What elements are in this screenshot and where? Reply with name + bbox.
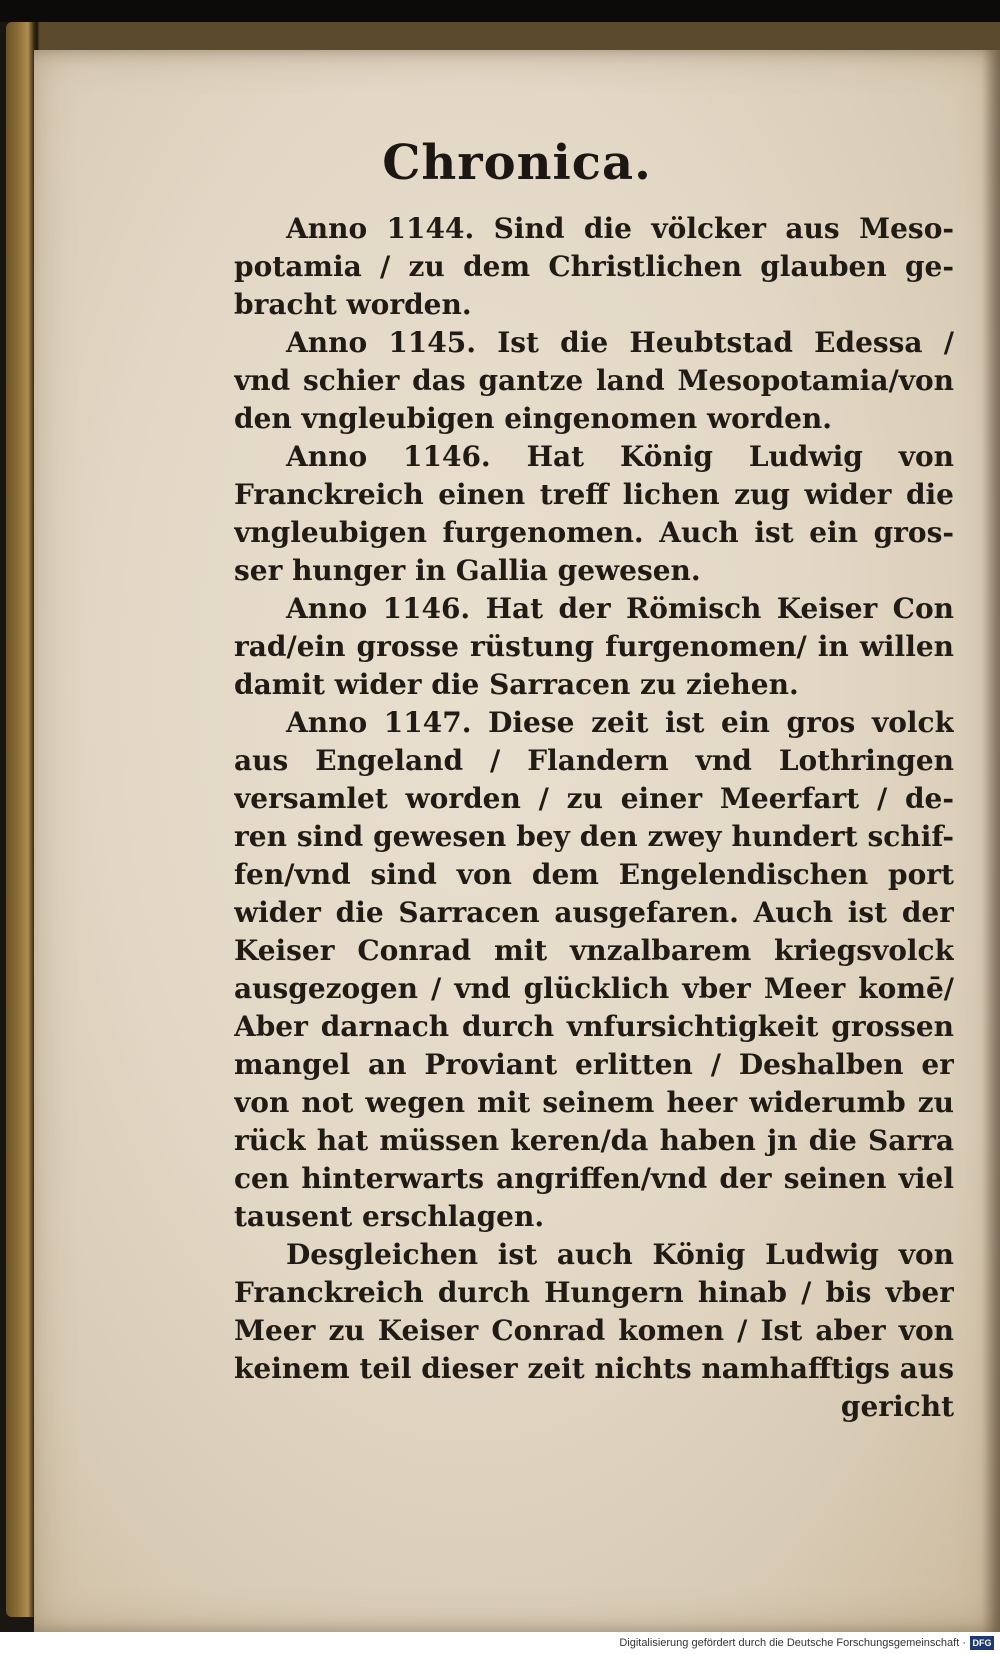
text-line: wider die Sarracen ausgefaren. Auch ist der: [234, 896, 954, 929]
text-line: gericht: [840, 1390, 954, 1423]
text-line: ausgezogen / vnd glücklich vber Meer komē/: [234, 972, 954, 1005]
text-line: Franckreich einen treff lichen zug wider die: [234, 478, 954, 511]
text-line: den vngleubigen eingenomen worden.: [234, 402, 833, 435]
book-page: [34, 50, 1000, 1632]
text-line: Desgleichen ist auch König Ludwig von: [286, 1238, 954, 1271]
text-line: vnd schier das gantze land Mesopotamia/von: [234, 364, 954, 397]
page-heading: Chronica.: [382, 135, 652, 191]
text-line: potamia / zu dem Christlichen glauben ge-: [234, 250, 954, 283]
text-line: aus Engeland / Flandern vnd Lothringen: [234, 744, 954, 777]
text-line: bracht worden.: [234, 288, 472, 321]
book-binding: [6, 22, 1000, 1617]
text-line: von not wegen mit seinem heer widerumb zu: [234, 1086, 954, 1119]
text-line: damit wider die Sarracen zu ziehen.: [234, 668, 799, 701]
text-line: cen hinterwarts angriffen/vnd der seinen viel: [234, 1162, 954, 1195]
text-line: ser hunger in Gallia gewesen.: [234, 554, 701, 587]
text-line: Anno 1147. Diese zeit ist ein gros volck: [286, 706, 954, 739]
text-line: versamlet worden / zu einer Meerfart / de-: [234, 782, 954, 815]
text-line: ren sind gewesen bey den zwey hundert schif-: [234, 820, 954, 853]
text-line: tausent erschlagen.: [234, 1200, 545, 1233]
text-line: fen/vnd sind von dem Engelendischen port: [234, 858, 954, 891]
text-line: Anno 1146. Hat der Römisch Keiser Con: [286, 592, 954, 625]
text-line: Franckreich durch Hungern hinab / bis vber: [234, 1276, 954, 1309]
page-body-text: [234, 210, 954, 1426]
text-line: Aber darnach durch vnfursichtigkeit grossen: [234, 1010, 954, 1043]
text-line: rück hat müssen keren/da haben jn die Sarra: [234, 1124, 954, 1157]
text-line: mangel an Proviant erlitten / Deshalben er: [234, 1048, 954, 1081]
text-line: rad/ein grosse rüstung furgenomen/ in willen: [234, 630, 954, 663]
text-line: Anno 1146. Hat König Ludwig von: [286, 440, 954, 473]
page-edge-shadow: [982, 50, 1000, 1632]
text-line: Meer zu Keiser Conrad komen / Ist aber von: [234, 1314, 954, 1347]
text-line: Keiser Conrad mit vnzalbarem kriegsvolck: [234, 934, 954, 967]
scan-top-band: [0, 0, 1000, 22]
text-line: keinem teil dieser zeit nichts namhafftigs aus: [234, 1352, 954, 1385]
text-line: Anno 1145. Ist die Heubtstad Edessa /: [286, 326, 954, 359]
text-line: vngleubigen furgenomen. Auch ist ein gros-: [234, 516, 954, 549]
footer-credit: Digitalisierung gefördert durch die Deutsche Forschungsgemeinschaft ·: [619, 1637, 966, 1649]
dfg-logo-icon: DFG: [970, 1636, 994, 1650]
text-line: Anno 1144. Sind die völcker aus Meso-: [286, 212, 954, 245]
